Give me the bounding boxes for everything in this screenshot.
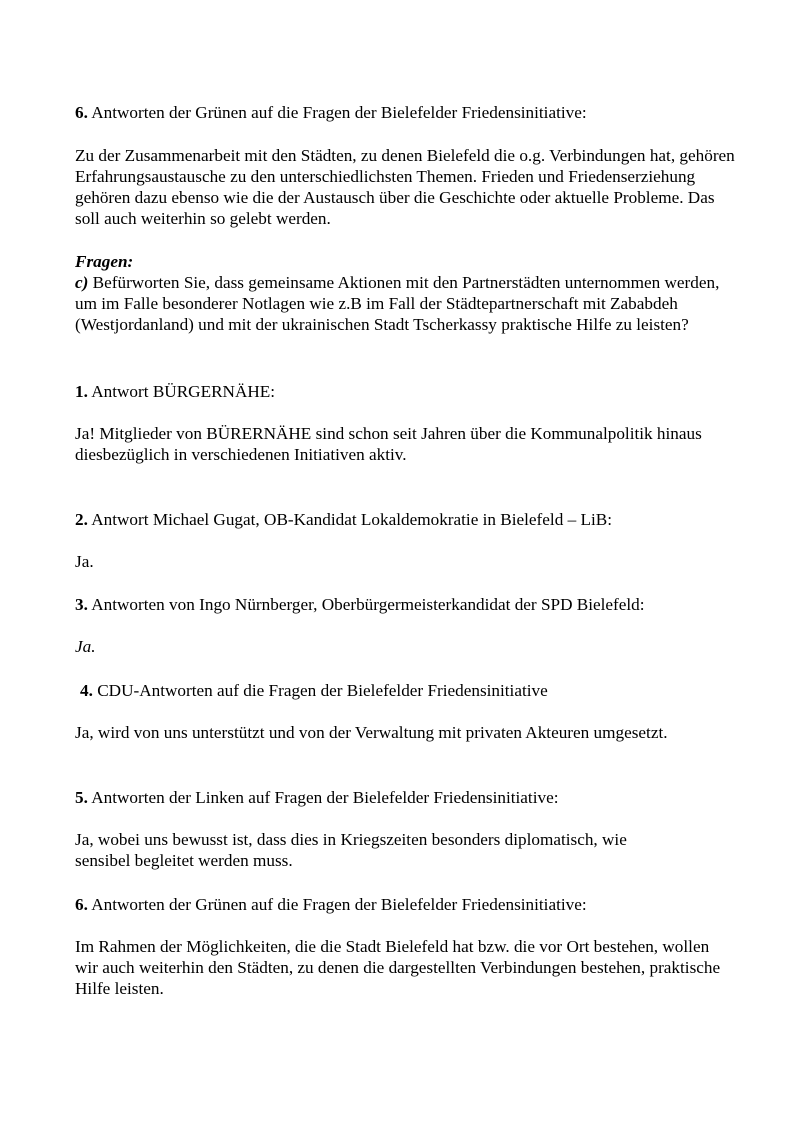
- question-c: [75, 272, 735, 335]
- answer-heading-linke: [75, 787, 735, 808]
- answer-text-linke: Ja, wobei uns bewusst ist, dass dies in Kriegszeiten besonders diplomatisch, wie sensibel begleitet werden muss.: [75, 830, 627, 870]
- answer-title: CDU-Antworten auf die Fragen der Bielefelder Friedensinitiative: [92, 681, 548, 700]
- answer-title: Antworten von Ingo Nürnberger, Oberbürgermeisterkandidat der SPD Bielefeld:: [87, 595, 645, 614]
- answer-text-lib: Ja.: [75, 552, 94, 571]
- section-heading-gruene-top: [75, 102, 735, 123]
- answer-text-buergernaehe: Ja! Mitglieder von BÜRERNÄHE sind schon seit Jahren über die Kommunalpolitik hinaus diesbezüglich in verschiedenen Initiativen aktiv.: [75, 424, 702, 464]
- answer-number: 1.: [75, 382, 88, 401]
- answer-title: Antwort BÜRGERNÄHE:: [87, 382, 276, 401]
- paragraph-gruene-zusammenarbeit: Zu der Zusammenarbeit mit den Städten, zu denen Bielefeld die o.g. Verbindungen hat, gehören Erfahrungsaustausche zu den unterschiedlichsten Themen. Frieden und Friedenserziehung gehören dazu ebenso wie die der Austausch über die Geschichte oder aktuelle Probleme. Das soll auch weiterhin so gelebt werden.: [75, 146, 735, 228]
- answer-number: 6.: [75, 895, 88, 914]
- fragen-heading: Fragen:: [75, 252, 134, 271]
- answer-number: 2.: [75, 510, 88, 529]
- answer-heading-spd: [75, 594, 735, 615]
- section-number: 6.: [75, 103, 88, 122]
- answer-number: 4.: [80, 681, 93, 700]
- answer-number: 5.: [75, 788, 88, 807]
- answer-title: Antwort Michael Gugat, OB-Kandidat Lokaldemokratie in Bielefeld – LiB:: [87, 510, 612, 529]
- answer-text-spd: Ja.: [75, 637, 96, 656]
- answer-number: 3.: [75, 595, 88, 614]
- answer-text-gruene: Im Rahmen der Möglichkeiten, die die Stadt Bielefeld hat bzw. die vor Ort bestehen, wollen wir auch weiterhin den Städten, zu denen die dargestellten Verbindungen bestehen, praktische Hilfe leisten.: [75, 937, 721, 998]
- answer-heading-buergernaehe: [75, 381, 735, 402]
- answer-heading-cdu: [80, 680, 740, 701]
- answer-title: Antworten der Linken auf Fragen der Bielefelder Friedensinitiative:: [87, 788, 559, 807]
- answer-text-cdu: Ja, wird von uns unterstützt und von der Verwaltung mit privaten Akteuren umgesetzt.: [75, 723, 668, 742]
- answer-heading-lib: [75, 509, 735, 530]
- question-letter: c): [75, 273, 89, 292]
- question-text: Befürworten Sie, dass gemeinsame Aktionen mit den Partnerstädten unternommen werden, um im Falle besonderer Notlagen wie z.B im Fall der Städtepartnerschaft mit Zababdeh (Westjordanland) und mit der ukrainischen Stadt Tscherkassy praktische Hilfe zu leisten?: [75, 273, 720, 334]
- answer-heading-gruene: [75, 894, 735, 915]
- answer-title: Antworten der Grünen auf die Fragen der Bielefelder Friedensinitiative:: [87, 895, 587, 914]
- section-title: Antworten der Grünen auf die Fragen der Bielefelder Friedensinitiative:: [87, 103, 587, 122]
